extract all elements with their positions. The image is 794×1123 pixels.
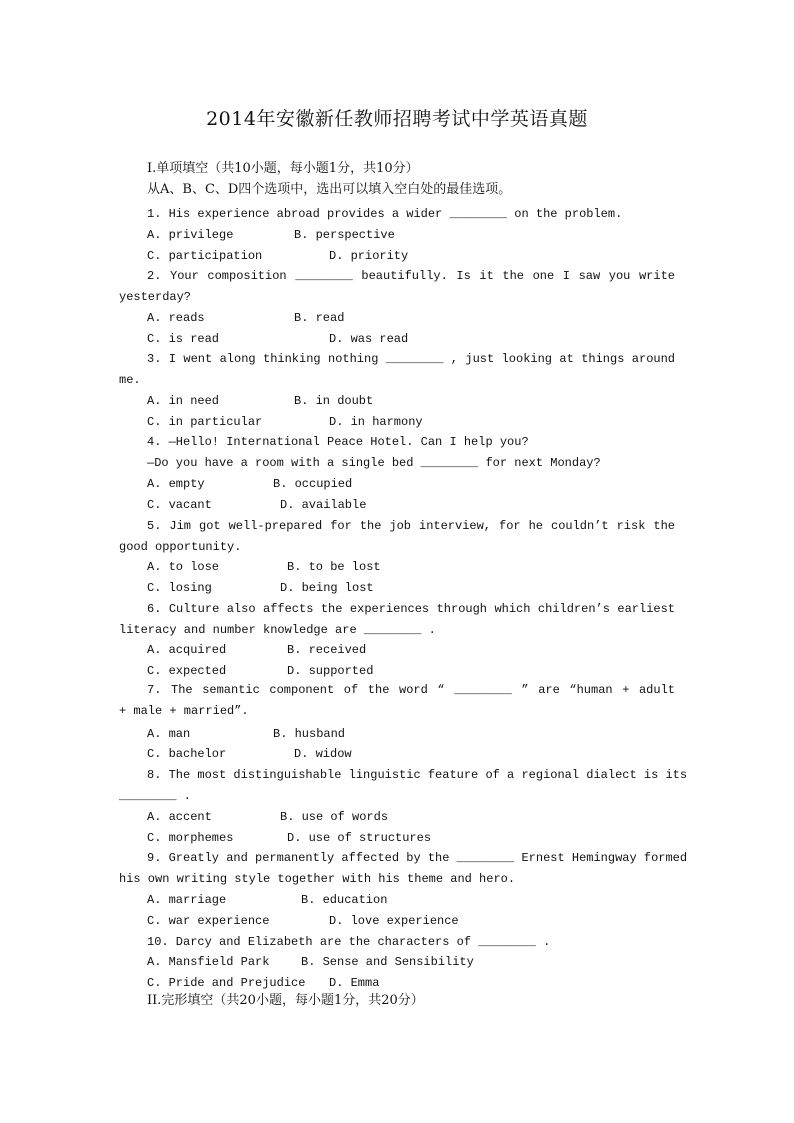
question-10-option-c: C. Pride and Prejudice (147, 976, 306, 990)
question-1-option-d: D. priority (329, 249, 409, 263)
question-7-stem: 7. The semantic component of the word “ ________ ” are “human + adult (147, 683, 675, 697)
question-9-stem-cont: his own writing style together with his theme and hero. (119, 872, 516, 886)
question-6-option-c: C. expected (147, 664, 227, 678)
section2-heading: II.完形填空（共20小题，每小题1分，共20分） (147, 993, 424, 1008)
question-4-option-c: C. vacant (147, 498, 212, 512)
question-3-option-a: A. in need (147, 394, 220, 408)
question-1-stem: 1. His experience abroad provides a wider ________ on the problem. (147, 207, 623, 221)
question-1-option-b: B. perspective (294, 228, 395, 242)
question-10-option-b: B. Sense and Sensibility (301, 955, 474, 969)
question-2-stem: 2. Your composition ________ beautifully. Is it the one I saw you write (147, 269, 675, 283)
question-7-stem-cont: + male + married”. (119, 704, 249, 718)
question-8-option-a: A. accent (147, 810, 212, 824)
page-title: 2014年安徽新任教师招聘考试中学英语真题 (206, 108, 588, 130)
question-5-stem: 5. Jim got well-prepared for the job interview, for he couldn’t risk the (147, 519, 675, 533)
question-8-option-c: C. morphemes (147, 831, 234, 845)
question-2-option-b: B. read (294, 311, 345, 325)
question-4-option-d: D. available (280, 498, 367, 512)
question-9-option-b: B. education (301, 893, 388, 907)
question-9-option-a: A. marriage (147, 893, 227, 907)
question-5-option-b: B. to be lost (287, 560, 381, 574)
question-4-stem: 4. —Hello! International Peace Hotel. Can I help you? (147, 435, 529, 449)
question-8-stem: 8. The most distinguishable linguistic feature of a regional dialect is its (147, 768, 688, 782)
question-6-option-d: D. supported (287, 664, 374, 678)
question-7-option-d: D. widow (294, 747, 352, 761)
question-10-option-d: D. Emma (329, 976, 380, 990)
question-9-option-d: D. love experience (329, 914, 459, 928)
question-7-option-c: C. bachelor (147, 747, 227, 761)
question-5-stem-cont: good opportunity. (119, 540, 242, 554)
question-9-option-c: C. war experience (147, 914, 270, 928)
question-6-stem: 6. Culture also affects the experiences through which children’s earliest (147, 602, 675, 616)
question-3-stem: 3. I went along thinking nothing ________ , just looking at things around (147, 352, 675, 366)
question-1-option-c: C. participation (147, 249, 263, 263)
question-8-stem-cont: ________ . (119, 789, 192, 803)
question-4-option-b: B. occupied (273, 477, 353, 491)
question-2-stem-cont: yesterday? (119, 290, 192, 304)
question-3-option-d: D. in harmony (329, 415, 423, 429)
question-6-option-b: B. received (287, 643, 367, 657)
question-3-option-b: B. in doubt (294, 394, 374, 408)
question-5-option-a: A. to lose (147, 560, 220, 574)
question-2-option-c: C. is read (147, 332, 220, 346)
question-3-stem-cont: me. (119, 373, 141, 387)
question-5-option-d: D. being lost (280, 581, 374, 595)
question-3-option-c: C. in particular (147, 415, 263, 429)
question-7-option-b: B. husband (273, 727, 346, 741)
question-8-option-d: D. use of structures (287, 831, 432, 845)
question-4-stem-cont: —Do you have a room with a single bed ________ for next Monday? (147, 456, 601, 470)
question-6-option-a: A. acquired (147, 643, 227, 657)
section1-heading: I.单项填空（共10小题，每小题1分，共10分） (147, 161, 419, 176)
question-6-stem-cont: literacy and number knowledge are ________ . (119, 623, 436, 637)
question-7-option-a: A. man (147, 727, 191, 741)
question-10-option-a: A. Mansfield Park (147, 955, 270, 969)
question-4-option-a: A. empty (147, 477, 205, 491)
question-1-option-a: A. privilege (147, 228, 234, 242)
question-10-stem: 10. Darcy and Elizabeth are the characters of ________ . (147, 935, 551, 949)
question-5-option-c: C. losing (147, 581, 212, 595)
section1-instruction: 从A、B、C、D四个选项中，选出可以填入空白处的最佳选项。 (147, 182, 512, 197)
question-2-option-d: D. was read (329, 332, 409, 346)
question-8-option-b: B. use of words (280, 810, 389, 824)
question-9-stem: 9. Greatly and permanently affected by the ________ Ernest Hemingway formed (147, 851, 688, 865)
question-2-option-a: A. reads (147, 311, 205, 325)
